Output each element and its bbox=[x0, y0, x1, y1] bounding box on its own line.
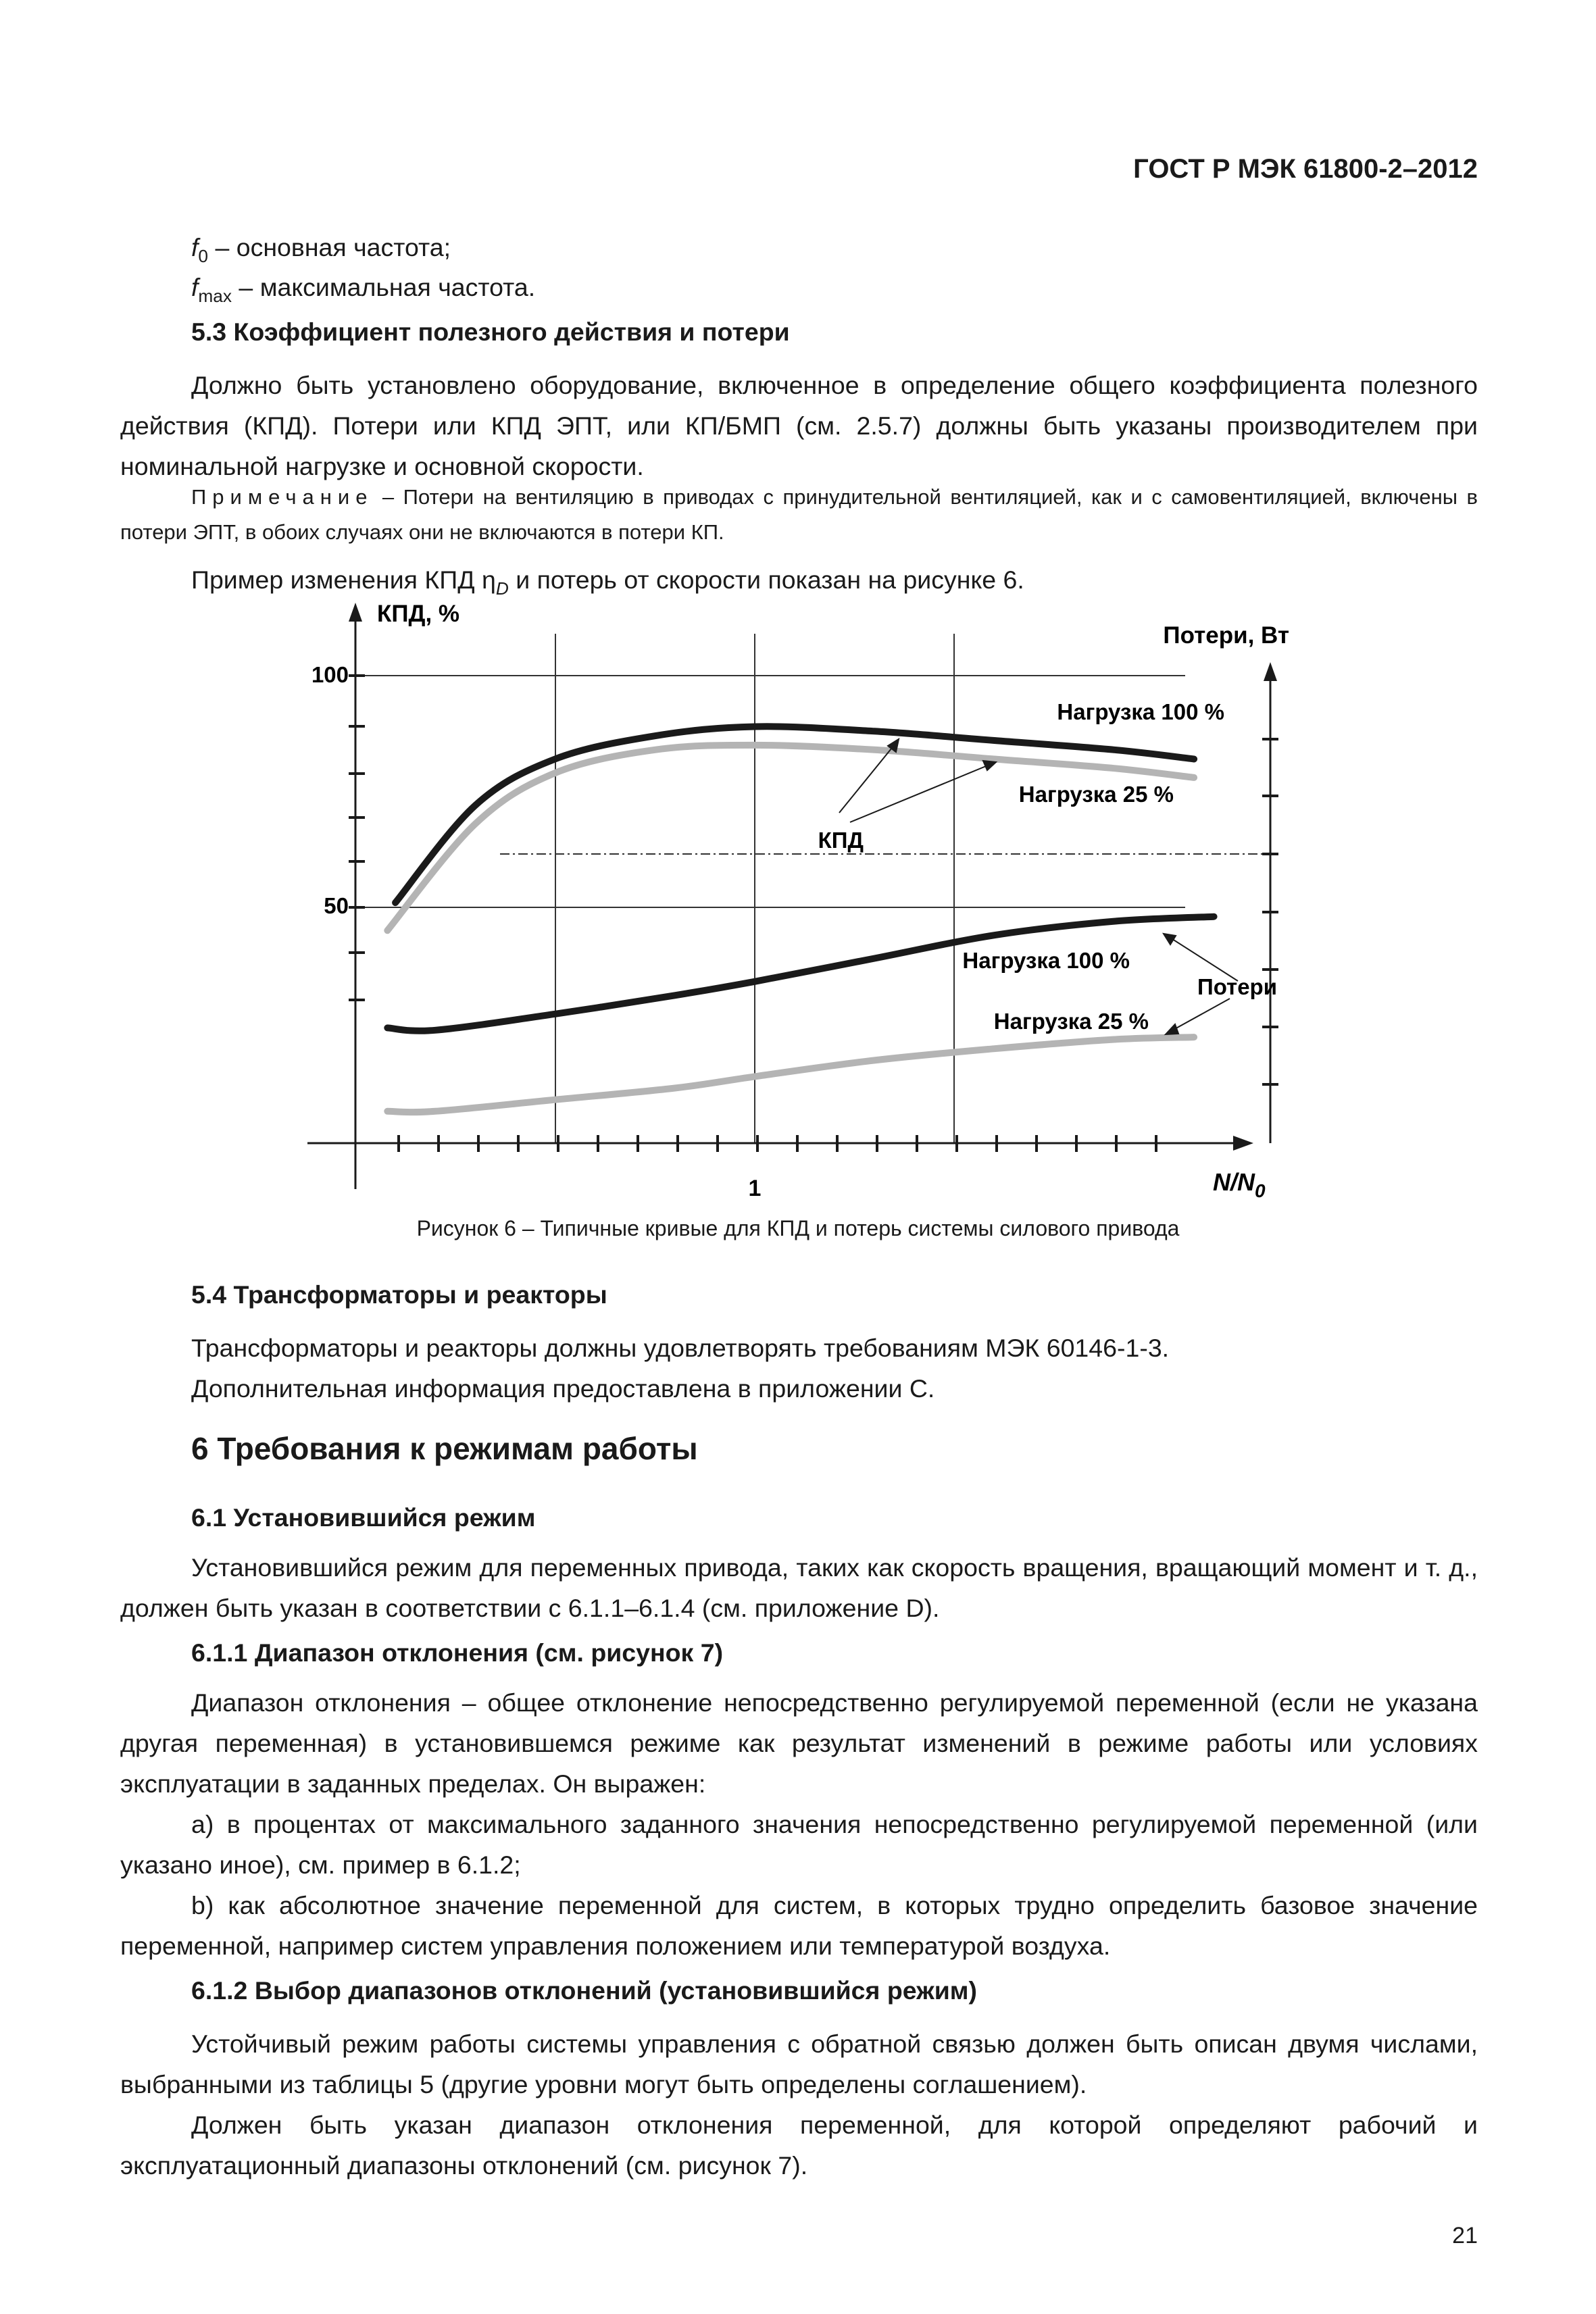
section-6-1-2-paragraph-2: Должен быть указан диапазон отклонения переменной, для которой определяют рабочий и эксплуатационный диапазоны отклонений (см. рисунок 7). bbox=[120, 2111, 1478, 2180]
section-5-4-line-1: Трансформаторы и реакторы должны удовлетворять требованиям МЭК 60146-1-3. bbox=[191, 1334, 1170, 1362]
section-6-1-1-paragraph: Диапазон отклонения – общее отклонение непосредственно регулируемой переменной (если не указана другая переменная) в установившемся режиме как результат изменений в режиме работы или условиях эксплуатации в заданных пределах. Он выражен: bbox=[120, 1688, 1478, 1798]
label-eff-load-100: Нагрузка 100 % bbox=[1057, 699, 1224, 724]
section-6-1-2-title: 6.1.2 Выбор диапазонов отклонений (установившийся режим) bbox=[191, 1976, 977, 2005]
symbol-f: f bbox=[191, 273, 199, 301]
symbol-f: f bbox=[191, 233, 199, 261]
list-item-a: а) в процентах от максимального заданного значения непосредственно регулируемой переменной (или указано иное), см. пример в 6.1.2; bbox=[120, 1810, 1478, 1879]
figure-intro-text: Пример изменения КПД η bbox=[191, 565, 496, 594]
series-curve-4 bbox=[387, 1037, 1194, 1112]
x-axis-label: $N/N_0$ bbox=[1213, 1168, 1266, 1201]
section-6-1-paragraph: Установившийся режим для переменных привода, таких как скорость вращения, вращающий момент и т. д., должен быть указан в соответствии с 6.1.1–6.1.4 (см. приложение D). bbox=[120, 1553, 1478, 1622]
x-tick-label-1: 1 bbox=[748, 1176, 762, 1201]
list-item-b: b) как абсолютное значение переменной для систем, в которых трудно определить базовое значение переменной, например систем управления положением или температурой воздуха. bbox=[120, 1891, 1478, 1960]
section-5-3-title: 5.3 Коэффициент полезного действия и потери bbox=[191, 318, 790, 346]
eta-subscript: D bbox=[495, 578, 509, 599]
x-axis-arrow bbox=[1233, 1136, 1253, 1151]
left-axis-arrow bbox=[349, 603, 362, 622]
figure-caption: Рисунок 6 – Типичные кривые для КПД и потерь системы силового привода bbox=[416, 1216, 1180, 1240]
section-6-1-2-paragraph-1: Устойчивый режим работы системы управления с обратной связью должен быть описан двумя числами, выбранными из таблицы 5 (другие уровни могут быть определены соглашением). bbox=[120, 2030, 1478, 2098]
definition-text: – основная частота; bbox=[208, 233, 451, 261]
label-loss-load-100: Нагрузка 100 % bbox=[962, 948, 1130, 973]
subscript: 0 bbox=[198, 246, 209, 267]
label-loss-load-25: Нагрузка 25 % bbox=[993, 1009, 1149, 1034]
section-5-3-paragraph: Должно быть установлено оборудование, включенное в определение общего коэффициента полезного действия (КПД). Потери или КПД ЭПТ, или КП/БМП (см. 2.5.7) должны быть указаны производителем при номинальной нагрузке и основной скорости. bbox=[120, 371, 1478, 480]
note-text: – Потери на вентиляцию в приводах с принудительной вентиляцией, как и с самовентиляцией, включены в потери ЭПТ, в обоих случаях они не включаются в потери КП. bbox=[120, 485, 1478, 544]
note-label: Примечание bbox=[191, 485, 374, 509]
definition-fmax bbox=[191, 267, 1475, 316]
section-5-4-title: 5.4 Трансформаторы и реакторы bbox=[191, 1280, 607, 1309]
page-number: 21 bbox=[1452, 2223, 1478, 2248]
series-curve-1 bbox=[395, 726, 1194, 903]
chart-axes bbox=[307, 603, 1278, 1189]
label-eff-load-25: Нагрузка 25 % bbox=[1018, 782, 1174, 807]
eff-arrow-line bbox=[839, 745, 895, 813]
series-curve-2 bbox=[387, 745, 1194, 930]
note bbox=[120, 480, 1478, 550]
definition-text: – максимальная частота. bbox=[232, 273, 536, 301]
loss-arrow-head bbox=[1166, 1024, 1178, 1034]
standard-number: ГОСТ Р МЭК 61800-2–2012 bbox=[1133, 154, 1478, 184]
loss-arrow-head bbox=[1164, 934, 1176, 945]
figure-intro-text-end: и потерь от скорости показан на рисунке 6. bbox=[508, 565, 1024, 594]
label-loss: Потери bbox=[1197, 974, 1277, 999]
label-eff: КПД bbox=[818, 828, 864, 853]
left-axis-label: КПД, % bbox=[377, 601, 460, 627]
section-6-1-title: 6.1 Установившийся режим bbox=[191, 1503, 536, 1532]
chapter-6-title: 6 Требования к режимам работы bbox=[191, 1431, 698, 1466]
loss-arrow-line bbox=[1172, 999, 1230, 1030]
y-tick-label-50: 50 bbox=[324, 893, 349, 918]
section-5-4-line-2: Дополнительная информация предоставлена в приложении С. bbox=[191, 1374, 935, 1403]
right-axis-label: Потери, Вт bbox=[1163, 622, 1289, 649]
section-6-1-1-title: 6.1.1 Диапазон отклонения (см. рисунок 7) bbox=[191, 1638, 724, 1667]
right-axis-arrow bbox=[1264, 662, 1277, 681]
subscript: max bbox=[198, 286, 232, 307]
y-tick-label-100: 100 bbox=[311, 662, 349, 687]
eff-arrow-head bbox=[983, 761, 996, 770]
efficiency-loss-chart bbox=[291, 595, 1291, 1203]
left-ticks bbox=[349, 676, 365, 1000]
